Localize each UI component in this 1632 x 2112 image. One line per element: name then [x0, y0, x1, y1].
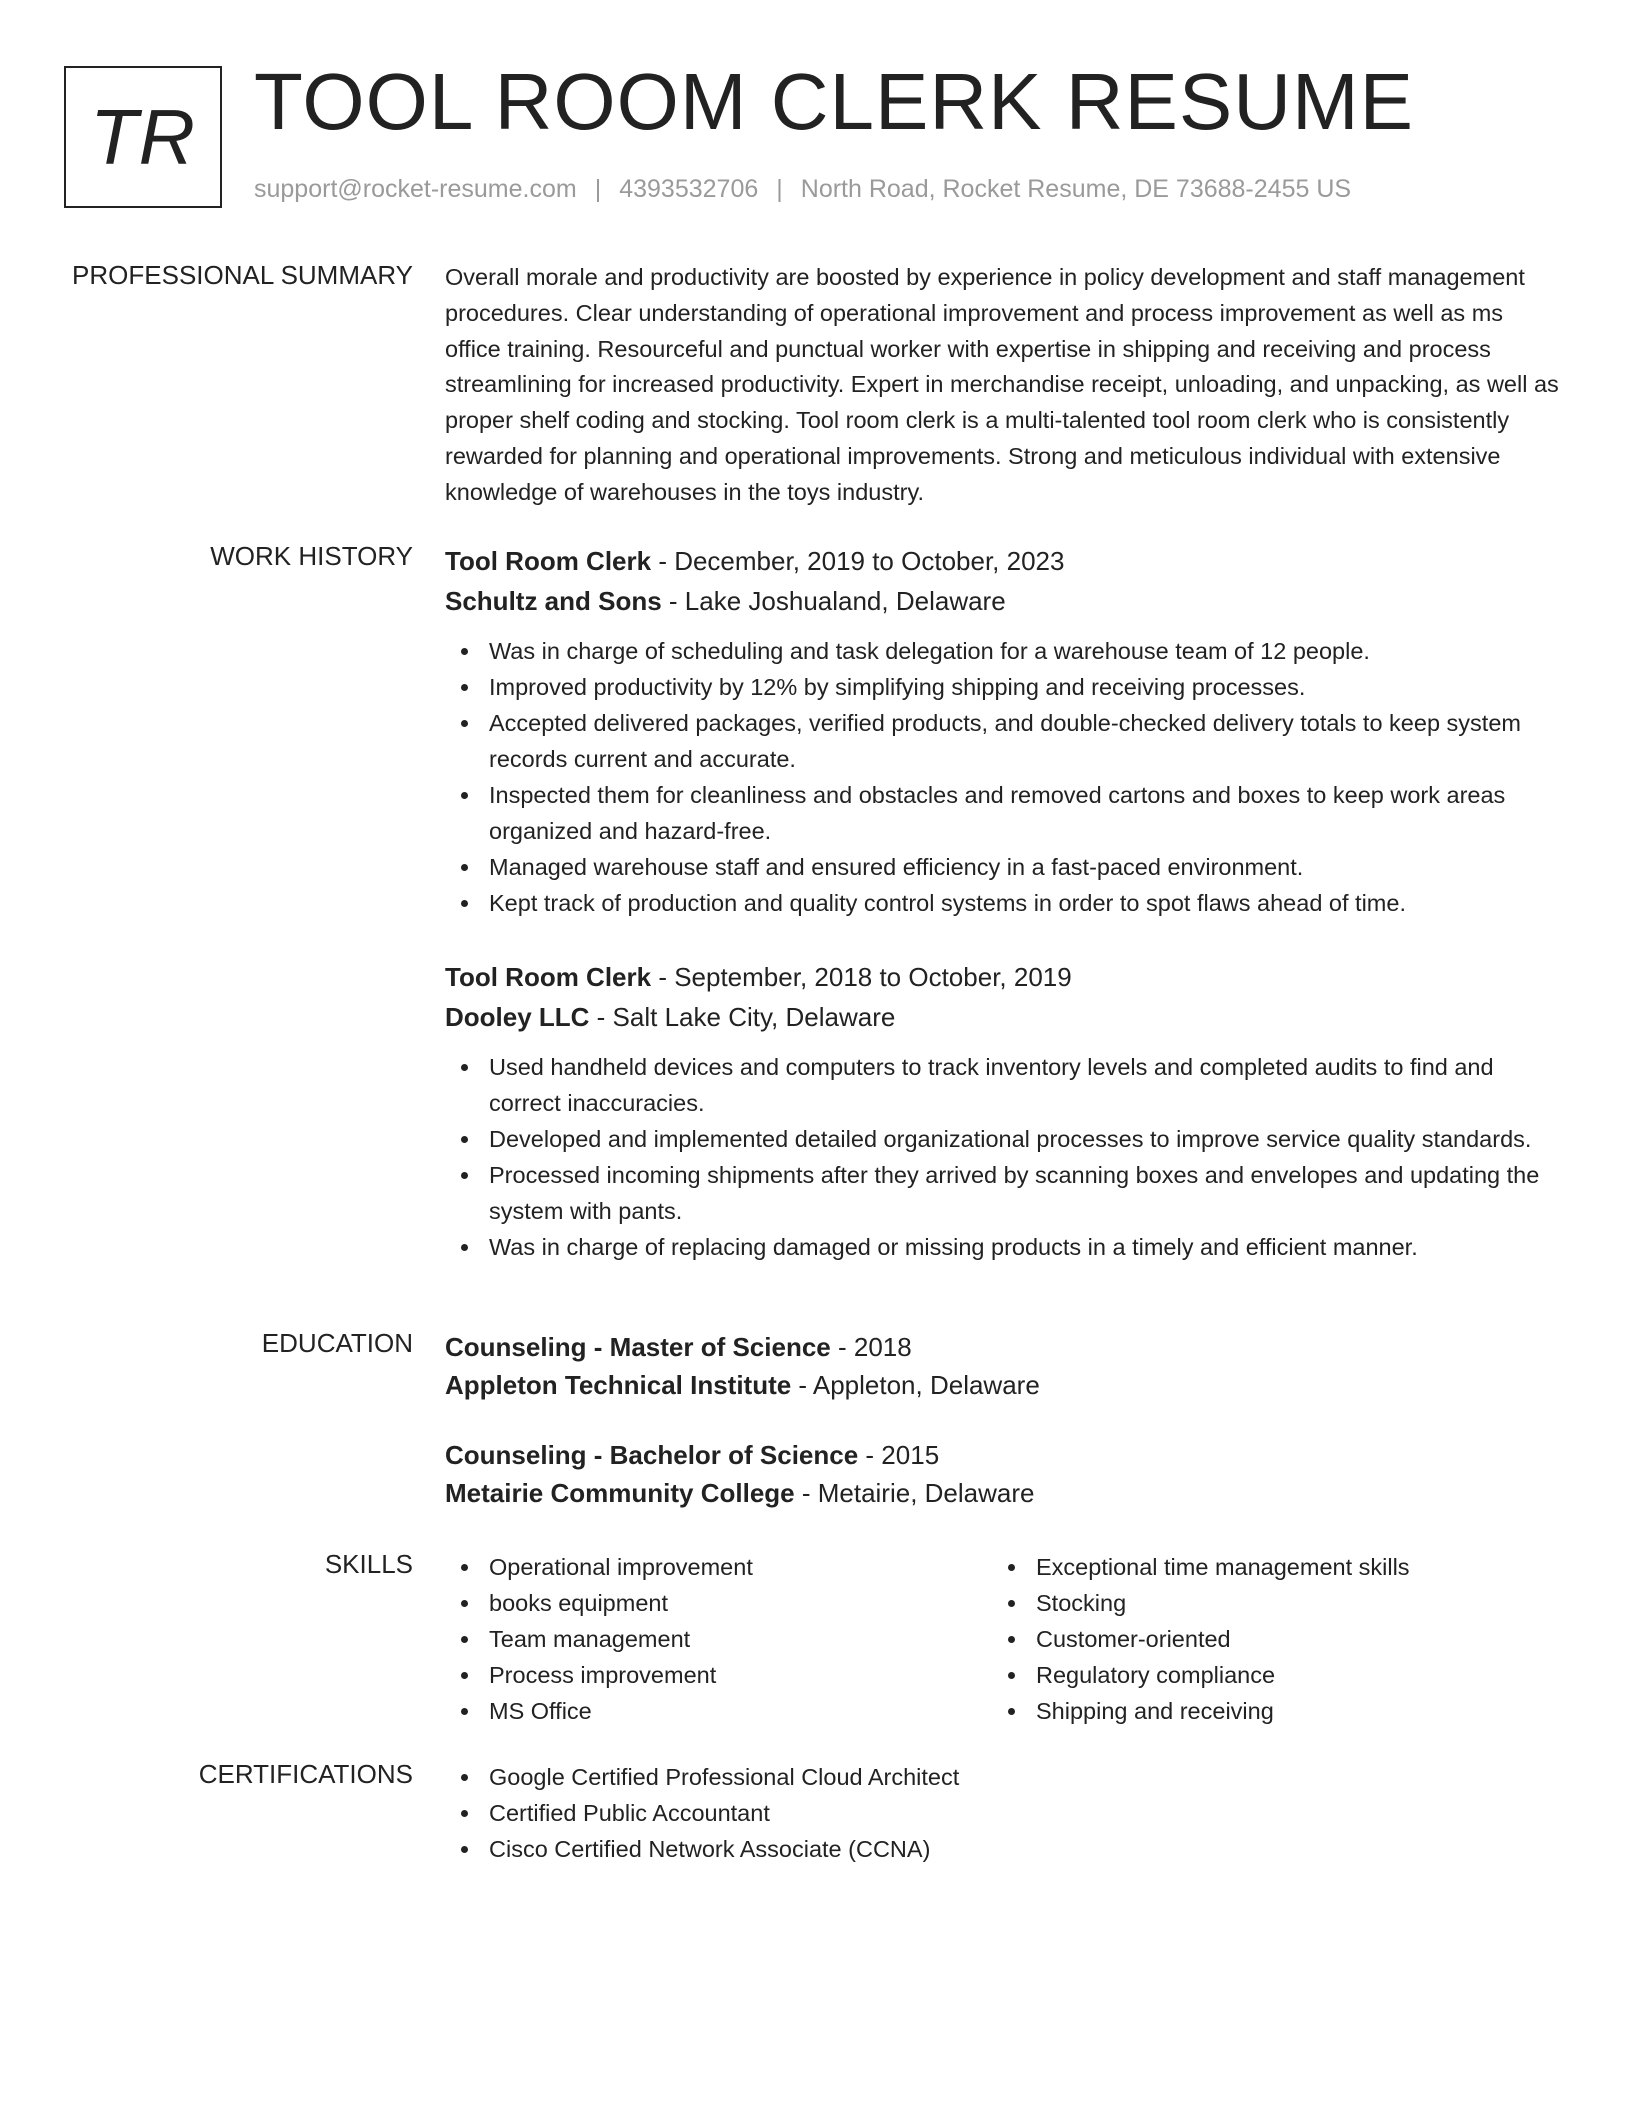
summary-body	[445, 260, 1565, 511]
skills-column-right	[992, 1549, 1539, 1729]
job-bullet-list	[445, 633, 1565, 921]
certification-item: Cisco Certified Network Associate (CCNA)	[445, 1831, 1565, 1867]
certifications-body	[445, 1759, 1565, 1867]
skills-body	[445, 1549, 1565, 1729]
job-company: Dooley LLC	[445, 1002, 590, 1032]
education-degree: Counseling - Master of Science	[445, 1332, 831, 1362]
education-school: Appleton Technical Institute	[445, 1370, 792, 1400]
job-company-line	[445, 997, 1565, 1037]
skill-item: Stocking	[992, 1585, 1539, 1621]
skill-item: Process improvement	[445, 1657, 992, 1693]
job-title: Tool Room Clerk	[445, 546, 652, 576]
job-title-line	[445, 541, 1565, 581]
skills-column-left	[445, 1549, 992, 1729]
certification-item: Certified Public Accountant	[445, 1795, 1565, 1831]
contact-address: North Road, Rocket Resume, DE 73688-2455 US	[800, 175, 1352, 203]
education-location: - Appleton, Delaware	[791, 1370, 1040, 1400]
skill-item: Shipping and receiving	[992, 1693, 1539, 1729]
summary-text: Overall morale and productivity are boosted by experience in policy development and staff management procedures. Clear understanding of operational improvement and process improvement as well as ms office training. Resourceful and punctual worker with expertise in shipping and receiving and process streamlining for increased productivity. Expert in merchandise receipt, unloading, and unpacking, as well as proper shelf coding and stocking. Tool room clerk is a multi-talented tool room clerk who is consistently rewarded for planning and operational improvements. Strong and meticulous individual with extensive knowledge of warehouses in the toys industry.	[445, 264, 1559, 505]
skills-list	[445, 1549, 992, 1729]
education-degree-line	[445, 1436, 1565, 1474]
job-entry	[445, 957, 1565, 1265]
education-location: - Metairie, Delaware	[794, 1478, 1035, 1508]
job-bullet: Managed warehouse staff and ensured efficiency in a fast-paced environment.	[445, 849, 1565, 885]
certification-item: Google Certified Professional Cloud Architect	[445, 1759, 1565, 1795]
contact-separator: |	[776, 175, 783, 203]
resume-title: TOOL ROOM CLERK RESUME	[254, 57, 1414, 146]
job-bullet: Processed incoming shipments after they arrived by scanning boxes and envelopes and updating the system with pants.	[445, 1157, 1565, 1229]
education-degree-line	[445, 1328, 1565, 1366]
skill-item: MS Office	[445, 1693, 992, 1729]
skill-item: books equipment	[445, 1585, 992, 1621]
contact-phone: 4393532706	[619, 175, 759, 203]
skill-item: Team management	[445, 1621, 992, 1657]
education-school-line	[445, 1474, 1565, 1512]
job-bullet-list	[445, 1049, 1565, 1265]
job-dates: - December, 2019 to October, 2023	[651, 546, 1065, 576]
job-location: - Lake Joshualand, Delaware	[661, 586, 1006, 616]
job-bullet: Was in charge of scheduling and task delegation for a warehouse team of 12 people.	[445, 633, 1565, 669]
section-label-certifications: CERTIFICATIONS	[198, 1759, 413, 1789]
skills-grid	[445, 1549, 1565, 1729]
education-entry	[445, 1328, 1565, 1404]
section-label-summary: PROFESSIONAL SUMMARY	[72, 260, 413, 290]
section-label-education: EDUCATION	[261, 1328, 413, 1358]
job-bullet: Accepted delivered packages, verified products, and double-checked delivery totals to keep system records current and accurate.	[445, 705, 1565, 777]
job-company-line	[445, 581, 1565, 621]
education-body	[445, 1328, 1565, 1544]
education-degree: Counseling - Bachelor of Science	[445, 1440, 859, 1470]
job-bullet: Developed and implemented detailed organizational processes to improve service quality standards.	[445, 1121, 1565, 1157]
education-year: - 2015	[858, 1440, 940, 1470]
job-bullet: Inspected them for cleanliness and obstacles and removed cartons and boxes to keep work areas organized and hazard-free.	[445, 777, 1565, 849]
certifications-list	[445, 1759, 1565, 1867]
job-title: Tool Room Clerk	[445, 962, 652, 992]
monogram-badge: TR	[64, 66, 222, 208]
job-dates: - September, 2018 to October, 2019	[651, 962, 1072, 992]
skill-item: Exceptional time management skills	[992, 1549, 1539, 1585]
contact-email: support@rocket-resume.com	[254, 175, 577, 203]
job-location: - Salt Lake City, Delaware	[589, 1002, 896, 1032]
education-school-line	[445, 1366, 1565, 1404]
education-entry	[445, 1436, 1565, 1512]
job-bullet: Used handheld devices and computers to track inventory levels and completed audits to find and correct inaccuracies.	[445, 1049, 1565, 1121]
contact-line	[254, 175, 1351, 204]
contact-separator: |	[594, 175, 602, 203]
job-entry	[445, 541, 1565, 921]
skill-item: Regulatory compliance	[992, 1657, 1539, 1693]
skill-item: Operational improvement	[445, 1549, 992, 1585]
job-company: Schultz and Sons	[445, 586, 662, 616]
job-bullet: Improved productivity by 12% by simplifying shipping and receiving processes.	[445, 669, 1565, 705]
section-label-skills: SKILLS	[324, 1549, 413, 1579]
job-bullet: Was in charge of replacing damaged or missing products in a timely and efficient manner.	[445, 1229, 1565, 1265]
education-school: Metairie Community College	[445, 1478, 795, 1508]
work-history-body	[445, 541, 1565, 1301]
job-title-line	[445, 957, 1565, 997]
job-bullet: Kept track of production and quality control systems in order to spot flaws ahead of time.	[445, 885, 1565, 921]
skill-item: Customer-oriented	[992, 1621, 1539, 1657]
section-label-work-history: WORK HISTORY	[210, 541, 413, 571]
skills-list	[992, 1549, 1539, 1729]
education-year: - 2018	[830, 1332, 912, 1362]
